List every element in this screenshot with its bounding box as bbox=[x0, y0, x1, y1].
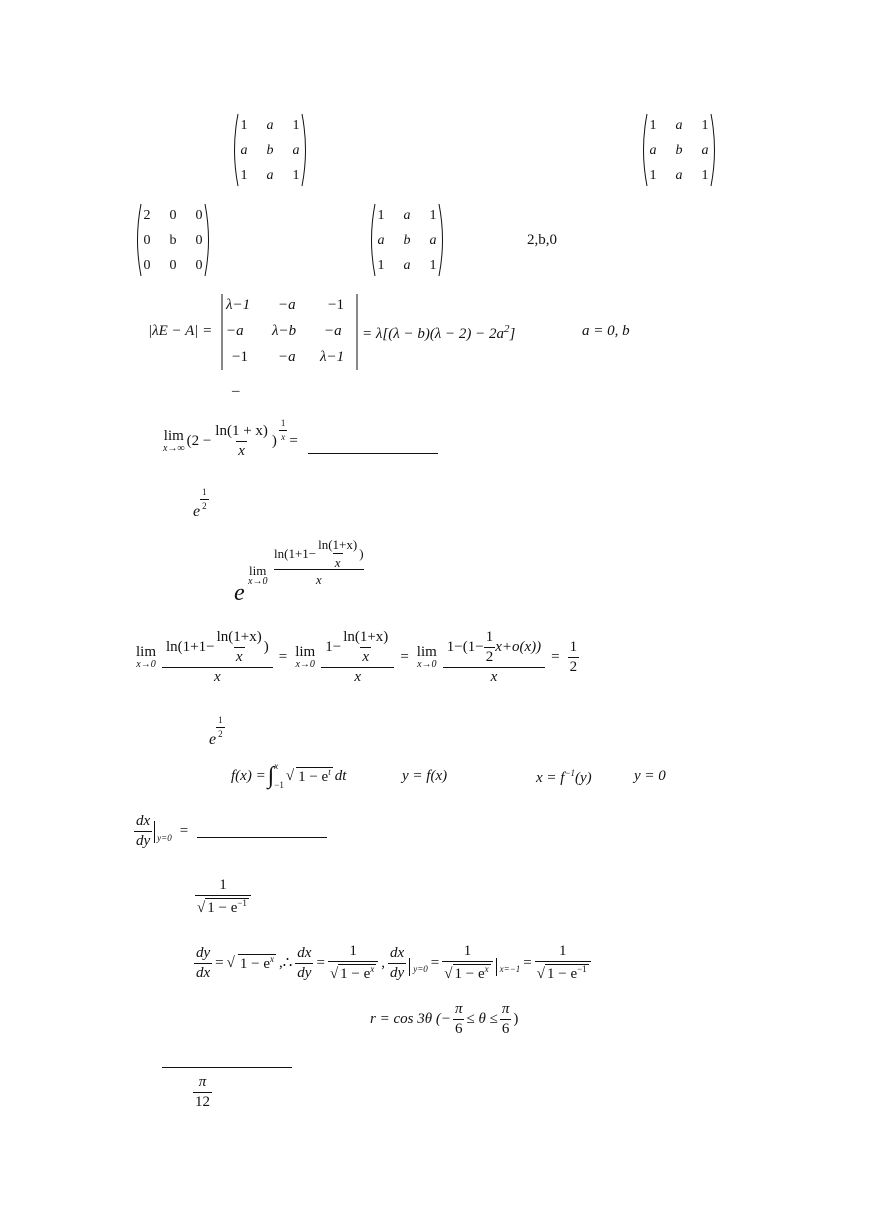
radicand bbox=[238, 954, 276, 972]
answer-fraction bbox=[195, 878, 251, 916]
reciprocal-fraction bbox=[442, 944, 492, 982]
q3-middle: ≤ θ ≤ bbox=[466, 1011, 498, 1027]
equals-sign: = bbox=[523, 954, 532, 971]
question-1-limit bbox=[163, 418, 298, 459]
term-2-denominator: x bbox=[321, 667, 394, 685]
exponent-fraction bbox=[279, 419, 288, 442]
differential: dt bbox=[334, 767, 347, 784]
question-3-curve bbox=[370, 1002, 518, 1037]
radicand-text: 1 − e bbox=[207, 900, 238, 916]
limit-operator bbox=[417, 645, 437, 670]
inverse-text: x = f bbox=[536, 770, 565, 786]
exponent-numerator: 1 bbox=[280, 418, 286, 428]
result-numerator: 1 bbox=[569, 639, 578, 655]
derivative-denominator: dx bbox=[196, 964, 211, 981]
pi-denominator: 6 bbox=[454, 1021, 463, 1037]
base-e: e bbox=[209, 731, 217, 748]
answer-blank-1 bbox=[308, 453, 438, 454]
sqrt-sign: √ bbox=[226, 954, 235, 971]
evaluation-bar bbox=[496, 958, 497, 976]
term-1-denominator: x bbox=[162, 667, 273, 685]
derivative-numerator: dy bbox=[196, 944, 211, 961]
matrix-cell: 1 bbox=[429, 258, 437, 273]
num-suffix: x+o(x)) bbox=[495, 639, 542, 655]
q1-close-paren: ) bbox=[271, 433, 277, 449]
matrix-cell: a bbox=[266, 118, 274, 133]
equals-sign: = bbox=[289, 433, 298, 449]
matrix-cell: 0 bbox=[143, 258, 151, 273]
pi-fraction bbox=[500, 1002, 512, 1037]
reciprocal-fraction bbox=[535, 944, 591, 982]
matrix-cell: 1 bbox=[292, 118, 300, 133]
limit-operator bbox=[163, 429, 185, 454]
inner-denominator: x bbox=[362, 649, 370, 665]
inverse-function bbox=[536, 769, 592, 786]
half-numerator: 1 bbox=[485, 629, 494, 645]
sqrt-sign: √ bbox=[285, 767, 295, 784]
inner-denominator: x bbox=[235, 649, 243, 665]
base-e: e bbox=[193, 503, 201, 520]
derivative-numerator: dx bbox=[390, 944, 405, 961]
reciprocal-denominator bbox=[328, 961, 378, 982]
radicand-sup: −1 bbox=[577, 964, 587, 974]
matrix-cell: b bbox=[403, 233, 411, 248]
answer-1 bbox=[193, 488, 209, 520]
lim-subscript: x→0 bbox=[136, 659, 156, 670]
question-2-ask bbox=[134, 814, 188, 849]
q3-prefix: r = cos 3θ (− bbox=[370, 1011, 451, 1027]
determinant bbox=[220, 292, 360, 372]
matrix-cell: a bbox=[377, 233, 385, 248]
radicand-text: 1 − e bbox=[340, 966, 371, 982]
reciprocal-denominator bbox=[535, 961, 591, 982]
term-2-fraction bbox=[323, 630, 392, 685]
inner-fraction bbox=[215, 630, 264, 665]
matrix-cell: b bbox=[266, 143, 274, 158]
reciprocal-numerator: 1 bbox=[349, 943, 357, 959]
num-prefix: ln(1+1− bbox=[274, 546, 317, 561]
num-prefix: 1−(1− bbox=[446, 639, 484, 655]
derivative-fraction bbox=[134, 814, 152, 849]
half-denominator: 2 bbox=[485, 649, 494, 665]
result-fraction bbox=[568, 640, 580, 675]
term-2-numerator bbox=[323, 630, 392, 667]
exponent-numerator: 1 bbox=[202, 487, 207, 497]
dash-mark: – bbox=[232, 383, 240, 399]
matrix-cell: 1 bbox=[292, 168, 300, 183]
num-suffix: ) bbox=[359, 546, 364, 561]
radicand-text: 1 − e bbox=[454, 966, 485, 982]
char-poly-rhs bbox=[362, 324, 515, 342]
lim-subscript: x→0 bbox=[295, 659, 315, 670]
det-cell: −a bbox=[278, 349, 296, 365]
radicand bbox=[296, 767, 333, 785]
det-cell: λ−1 bbox=[320, 349, 345, 365]
matrix-cell: a bbox=[292, 143, 300, 158]
matrix-cell: 0 bbox=[195, 208, 203, 223]
equals-sign: = bbox=[215, 954, 224, 971]
pi-fraction bbox=[453, 1002, 465, 1037]
matrix-cell: a bbox=[403, 208, 411, 223]
matrix-cell: 0 bbox=[195, 233, 203, 248]
answer-denominator: 12 bbox=[195, 1094, 210, 1110]
matrix-cell: a bbox=[240, 143, 248, 158]
evaluation-subscript: y=0 bbox=[413, 963, 428, 974]
radicand-text: 1 − e bbox=[239, 956, 270, 972]
exponent-denominator: 2 bbox=[202, 501, 207, 511]
exponent-denominator: 2 bbox=[218, 729, 223, 739]
det-cell: −a bbox=[324, 323, 342, 339]
det-cell: λ−1 bbox=[226, 297, 251, 313]
integral-limits bbox=[274, 762, 284, 790]
answer-2 bbox=[195, 878, 251, 916]
matrix-cell: 1 bbox=[240, 118, 248, 133]
char-poly-rhs-sup: 2 bbox=[504, 323, 510, 335]
matrix-cell: 1 bbox=[377, 208, 385, 223]
half-fraction bbox=[484, 630, 496, 665]
inverse-sup: −1 bbox=[564, 768, 576, 778]
evaluation-subscript: y=0 bbox=[157, 833, 172, 843]
radicand-sup: x bbox=[484, 964, 489, 974]
answer-blank-2 bbox=[197, 837, 327, 838]
derivative-fraction bbox=[194, 946, 212, 981]
matrix-cell: a bbox=[675, 168, 683, 183]
matrix-cell: 1 bbox=[240, 168, 248, 183]
det-cell: −1 bbox=[232, 349, 248, 365]
radicand-sup: x bbox=[370, 964, 375, 974]
matrix-a-right bbox=[639, 112, 719, 188]
matrix-diagonal bbox=[133, 202, 213, 278]
char-poly-rhs-end: ] bbox=[509, 326, 516, 342]
radicand-sup: t bbox=[328, 767, 331, 777]
radicand bbox=[338, 964, 376, 982]
matrix-cell: a bbox=[675, 118, 683, 133]
sqrt-sign: √ bbox=[444, 966, 453, 982]
derivative-numerator: dx bbox=[136, 813, 151, 829]
derivative-fraction bbox=[295, 946, 313, 981]
term-3-numerator bbox=[445, 630, 543, 667]
term-3-denominator: x bbox=[443, 667, 545, 685]
matrix-cell: 0 bbox=[169, 258, 177, 273]
det-cell: −a bbox=[226, 323, 244, 339]
exponent-numerator bbox=[274, 538, 364, 569]
matrix-cell: 1 bbox=[649, 118, 657, 133]
evaluation-subscript: x=−1 bbox=[499, 963, 521, 974]
term-1-fraction bbox=[164, 630, 271, 685]
comma: , bbox=[381, 954, 386, 971]
inner-numerator: ln(1+x) bbox=[216, 629, 262, 645]
radicand bbox=[205, 898, 249, 916]
lim-text: lim bbox=[163, 428, 184, 444]
derivative-fraction bbox=[388, 946, 406, 981]
derivative-denominator: dy bbox=[390, 964, 405, 981]
matrix-cell: 0 bbox=[169, 208, 177, 223]
matrix-cell: a bbox=[701, 143, 709, 158]
integral-lower: −1 bbox=[274, 780, 284, 790]
matrix-cell: 1 bbox=[429, 208, 437, 223]
derivative-numerator: dx bbox=[297, 944, 312, 961]
lim-subscript: x→0 bbox=[248, 576, 268, 587]
fraction-numerator: ln(1 + x) bbox=[215, 423, 268, 439]
radicand bbox=[453, 964, 491, 982]
matrix-cell: 1 bbox=[701, 118, 709, 133]
fraction bbox=[213, 424, 270, 459]
step-2-limit-chain bbox=[136, 630, 579, 685]
matrix-cell: b bbox=[675, 143, 683, 158]
term-3-fraction bbox=[445, 630, 543, 685]
char-poly-lhs: |λE − A| = bbox=[148, 323, 213, 339]
derivative-denominator: dy bbox=[136, 833, 151, 849]
num-suffix: ) bbox=[263, 639, 269, 655]
base-e: e bbox=[234, 580, 245, 606]
y-equals-zero: y = 0 bbox=[634, 768, 666, 784]
derivative-denominator: dy bbox=[297, 964, 312, 981]
answer-denominator bbox=[195, 895, 251, 916]
exponent-fraction bbox=[200, 488, 209, 511]
sqrt-sign: √ bbox=[197, 900, 206, 916]
evaluation-bar bbox=[154, 821, 155, 843]
matrix-cell: 2 bbox=[143, 208, 151, 223]
answer-3 bbox=[193, 1075, 212, 1110]
matrix-cell: a bbox=[266, 168, 274, 183]
limit-operator bbox=[248, 564, 267, 587]
exponent-denominator: x bbox=[281, 432, 286, 442]
equals-sign: = bbox=[179, 823, 189, 839]
inverse-end: (y) bbox=[575, 770, 592, 786]
equals-sign: = bbox=[551, 649, 560, 665]
answer-numerator: 1 bbox=[219, 877, 227, 893]
answer-fraction bbox=[193, 1075, 212, 1110]
char-poly-rhs-text: = λ[(λ − b)(λ − 2) − 2a bbox=[362, 326, 505, 342]
radicand-text: 1 − e bbox=[546, 966, 578, 982]
matrix-cell: 0 bbox=[195, 258, 203, 273]
step-1-exponential bbox=[234, 536, 394, 608]
inner-fraction bbox=[341, 630, 390, 665]
question-2-definition bbox=[231, 762, 346, 790]
matrix-cell: 1 bbox=[649, 168, 657, 183]
integral-sign: ∫ bbox=[267, 763, 275, 789]
radicand-text: 1 − e bbox=[298, 769, 329, 785]
evaluation-bar bbox=[409, 958, 410, 976]
reciprocal-numerator: 1 bbox=[463, 943, 472, 959]
q1-prefix: (2 − bbox=[186, 433, 212, 449]
matrix-cell: a bbox=[429, 233, 437, 248]
num-prefix: ln(1+1− bbox=[166, 639, 215, 655]
matrix-a-middle bbox=[367, 202, 447, 278]
matrix-cell: 0 bbox=[143, 233, 151, 248]
equals-sign: = bbox=[430, 954, 440, 971]
solution-2 bbox=[194, 944, 591, 982]
lim-text: lim bbox=[249, 563, 267, 578]
pi-denominator: 6 bbox=[501, 1021, 510, 1037]
limit-operator bbox=[295, 645, 315, 670]
y-equals-fx: y = f(x) bbox=[402, 768, 448, 784]
equals-sign: = bbox=[400, 649, 409, 665]
reciprocal-numerator: 1 bbox=[558, 943, 567, 959]
lim-text: lim bbox=[136, 644, 157, 660]
inner-denominator: x bbox=[334, 555, 341, 570]
radicand bbox=[545, 964, 589, 982]
integral-upper: x bbox=[274, 761, 279, 771]
det-cell: −a bbox=[278, 297, 296, 313]
result-denominator: 2 bbox=[569, 659, 578, 675]
answer-1-repeat bbox=[209, 716, 225, 748]
sqrt-sign: √ bbox=[329, 966, 339, 982]
matrix-cell: 1 bbox=[701, 168, 709, 183]
matrix-cell: a bbox=[649, 143, 657, 158]
matrix-cell: a bbox=[403, 258, 411, 273]
char-poly-answer: a = 0, b bbox=[582, 323, 630, 339]
pi-numerator: π bbox=[501, 1001, 510, 1017]
radicand-sup: −1 bbox=[237, 898, 247, 908]
inner-fraction bbox=[316, 538, 359, 569]
reciprocal-denominator bbox=[442, 961, 492, 982]
answer-blank-3 bbox=[162, 1067, 292, 1068]
det-cell: λ−b bbox=[272, 323, 297, 339]
therefore-sign: ,∴ bbox=[279, 954, 293, 971]
matrix-cell: b bbox=[169, 233, 177, 248]
function-lhs: f(x) = bbox=[231, 767, 266, 784]
exponent-numerator: 1 bbox=[218, 715, 223, 725]
det-cell: −1 bbox=[328, 297, 344, 313]
q3-close-paren: ) bbox=[513, 1011, 519, 1027]
num-prefix: 1− bbox=[325, 639, 342, 655]
equals-sign: = bbox=[316, 954, 325, 971]
matrix-cell: 1 bbox=[377, 258, 385, 273]
exponent-fraction bbox=[216, 716, 225, 739]
sqrt-sign: √ bbox=[536, 966, 545, 982]
limit-operator bbox=[136, 645, 156, 670]
lim-subscript: x→0 bbox=[417, 659, 437, 670]
inner-numerator: ln(1+x) bbox=[343, 629, 389, 645]
eigenvalues-text: 2,b,0 bbox=[527, 232, 557, 248]
exponent-fraction bbox=[274, 538, 364, 586]
lim-subscript: x→∞ bbox=[163, 443, 185, 454]
lim-text: lim bbox=[416, 644, 437, 660]
exponent-denominator: x bbox=[274, 569, 364, 586]
radicand-sup: x bbox=[270, 954, 274, 964]
lim-text: lim bbox=[295, 644, 316, 660]
fraction-denominator: x bbox=[238, 443, 245, 459]
answer-numerator: π bbox=[198, 1074, 207, 1090]
reciprocal-fraction bbox=[328, 944, 378, 982]
equals-sign: = bbox=[278, 649, 288, 665]
pi-numerator: π bbox=[454, 1001, 463, 1017]
inner-numerator: ln(1+x) bbox=[318, 537, 358, 552]
term-1-numerator bbox=[164, 630, 271, 667]
matrix-a-left bbox=[230, 112, 310, 188]
